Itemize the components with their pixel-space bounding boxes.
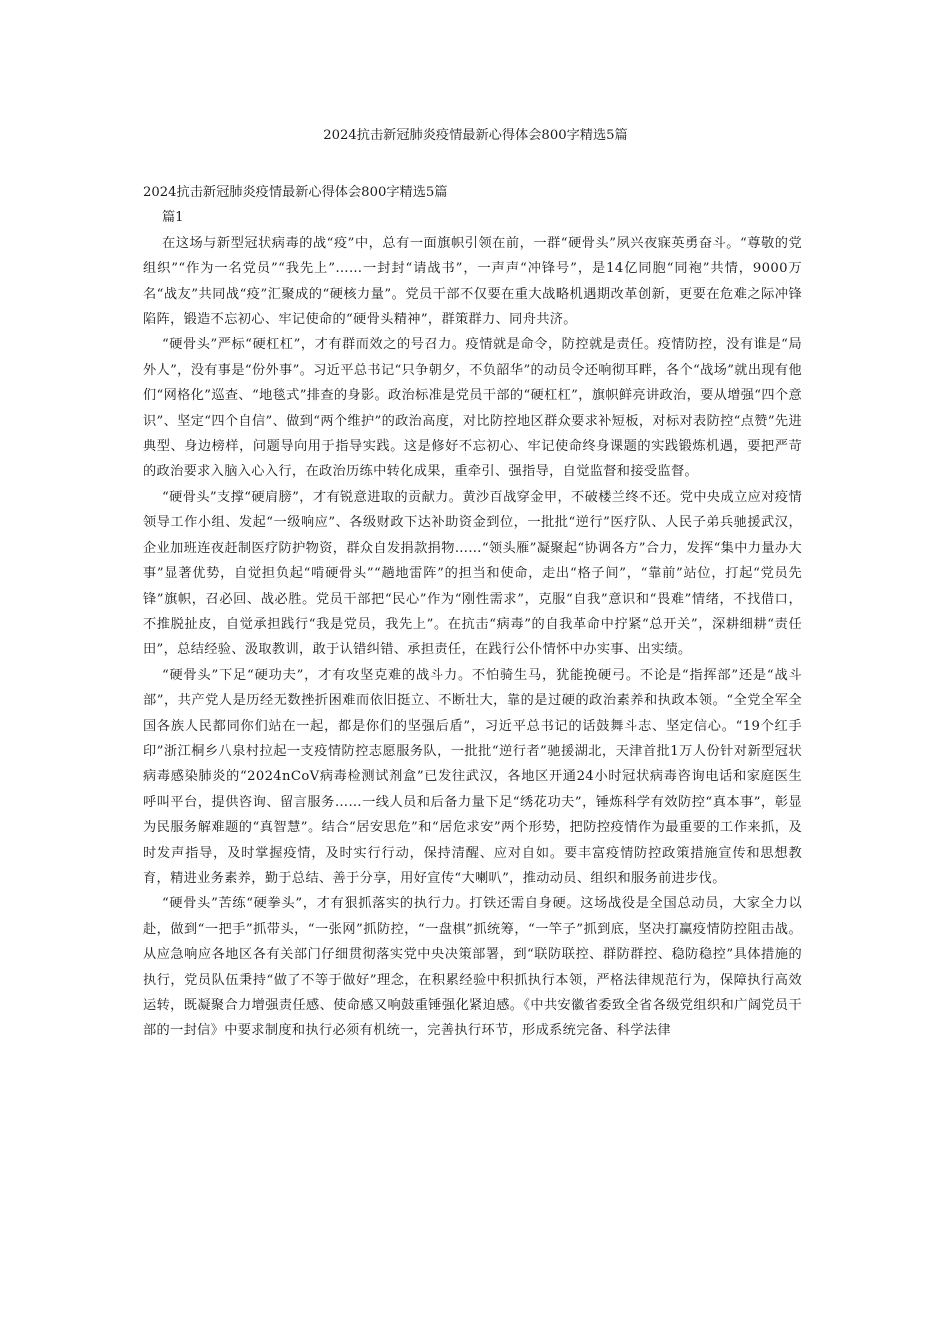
body-paragraph-2: “硬骨头”严标“硬杠杠”，才有群而效之的号召力。疫情就是命令，防控就是责任。疫情防控，没有谁是“局外人”，没有事是“份外事”。习近平总书记“只争朝夕，不负韶华”的动员令还响彻耳畔，各个“战场”就出现有他们“网格化”巡查、“地毯式”排查的身影。政治标准是党员干部的“硬杠杠”，旗帜鲜亮讲政治，要从增强“四个意识”、坚定“四个自信”、做到“两个维护”的政治高度，对比防控地区群众要求补短板，对标对表防控“点赞”先进典型、身边榜样，问题导向用于指导实践。这是修好不忘初心、牢记使命终身课题的实践锻炼机遇，要把严苛的政治要求入脑入心入行，在政治历练中转化成果，重牵引、强指导，自觉监督和接受监督。: [143, 337, 802, 480]
document-title: 2024抗击新冠肺炎疫情最新心得体会800字精选5篇: [323, 128, 628, 143]
body-paragraph-3: “硬骨头”支撑“硬肩膀”，才有锐意进取的贡献力。黄沙百战穿金甲，不破楼兰终不还。党中央成立应对疫情领导工作小组、发起“一级响应”、各级财政下达补助资金到位，一批批“逆行”医疗队、人民子弟兵驰援武汉，企业加班连夜赶制医疗防护物资，群众自发捐款捐物……“领头雁”凝聚起“协调各方”合力，发挥“集中力量办大事”显著优势，自觉担负起“啃硬骨头”“趟地雷阵”的担当和使命，走出“格子间”，“靠前”站位，打起“党员先锋”旗帜，召必回、战必胜。党员干部把“民心”作为“刚性需求”，克服“自我”意识和“畏难”情绪，不找借口，不推脱扯皮，自觉承担践行“我是党员，我先上”。在抗击“病毒”的自我革命中拧紧“总开关”，深耕细耕“责任田”，总结经验、汲取教训，敢于认错纠错、承担责任，在践行公仆情怀中办实事、出实绩。: [143, 489, 802, 658]
body-paragraph-4: “硬骨头”下足“硬功夫”，才有攻坚克难的战斗力。不怕骑生马，犹能挽硬弓。不论是“指挥部”还是“战斗部”，共产党人是历经无数挫折困难而依旧挺立、不断壮大，靠的是过硬的政治素养和执政本领。“全党全军全国各族人民都同你们站在一起，都是你们的坚强后盾”，习近平总书记的话鼓舞斗志、坚定信心。“19个红手印”浙江桐乡八泉村拉起一支疫情防控志愿服务队，一批批“逆行者”驰援湖北，天津首批1万人份针对新型冠状病毒感染肺炎的“2024nCoV病毒检测试剂盒”已发往武汉，各地区开通24小时冠状病毒咨询电话和家庭医生呼叫平台，提供咨询、留言服务……一线人员和后备力量下足“绣花功夫”，锤炼科学有效防控“真本事”，彰显为民服务解难题的“真智慧”。结合“居安思危”和“居危求安”两个形势，把防控疫情作为最重要的工作来抓，及时发声指导，及时掌握疫情，及时实行行动，保持清醒、应对自如。要丰富疫情防控政策措施宣传和思想教育，精进业务素养，勤于总结、善于分享，用好宣传“大喇叭”，推动动员、组织和服务前进步伐。: [143, 667, 802, 886]
body-paragraph-5: “硬骨头”苦练“硬拳头”，才有狠抓落实的执行力。打铁还需自身硬。这场战役是全国总动员，大家全力以赴，做到“一把手”抓带头，“一张网”抓防控，“一盘棋”抓统筹，“一竿子”抓到底，坚决打赢疫情防控阻击战。从应急响应各地区各有关部门仔细贯彻落实党中央决策部署，到“联防联控、群防群控、稳防稳控”具体措施的执行，党员队伍秉持“做了不等于做好”理念，在积累经验中积抓执行本领，严格法律规范行为，保障执行高效运转，既凝聚合力增强责任感、使命感又响鼓重锤强化紧迫感。《中共安徽省委致全省各级党组织和广阔党员干部的一封信》中要求制度和执行必须有机统一，完善执行环节，形成系统完备、科学法律: [143, 896, 802, 1039]
body-paragraph-1: 在这场与新型冠状病毒的战“疫”中，总有一面旗帜引领在前，一群“硬骨头”夙兴夜寐英勇奋斗。“尊敬的党组织”“作为一名党员”“我先上”……一封封“请战书”，一声声“冲锋号”，是14亿同胞“同袍”共情，9000万名“战友”共同战“疫”汇聚成的“硬核力量”。党员干部不仅要在重大战略机遇期改革创新，更要在危难之际冲锋陷阵，锻造不忘初心、牢记使命的“硬骨头精神”，群策群力、同舟共济。: [143, 235, 802, 328]
document-subtitle: 2024抗击新冠肺炎疫情最新心得体会800字精选5篇: [143, 185, 448, 200]
section-label: 篇1: [162, 210, 184, 226]
